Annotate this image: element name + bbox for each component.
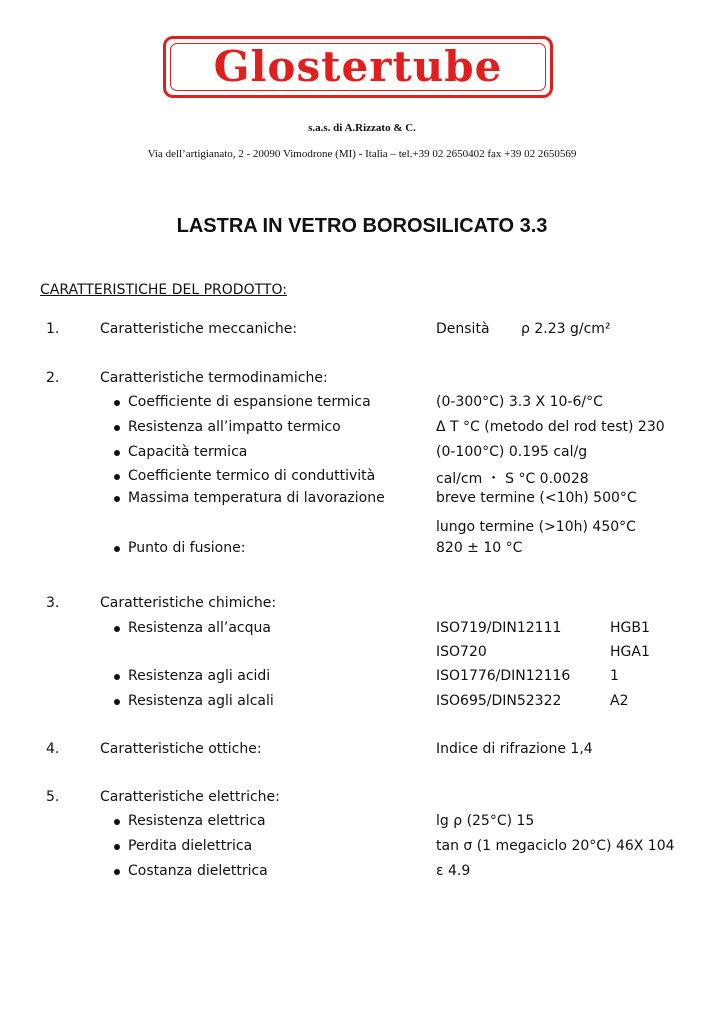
property-label: Coefficiente termico di conduttività — [128, 468, 376, 484]
property-label: Massima temperatura di lavorazione — [128, 490, 385, 506]
property-label: Costanza dielettrica — [128, 863, 268, 879]
bullet-icon — [114, 699, 120, 705]
item-label: Caratteristiche ottiche: — [100, 741, 262, 757]
property-label: Coefficiente di espansione termica — [128, 394, 371, 410]
density-value: ρ 2.23 g/cm² — [521, 321, 611, 337]
property-label: Resistenza agli acidi — [128, 668, 271, 684]
grade-value-extra: HGA1 — [610, 644, 650, 660]
bullet-icon — [114, 425, 120, 431]
grade-value: HGB1 — [610, 620, 650, 636]
company-address: Via dell’artigianato, 2 - 20090 Vimodrone (MI) - Italia – tel.+39 02 2650402 fax +39 02 2650569 — [147, 148, 577, 160]
bullet-icon — [114, 474, 120, 480]
property-value: Δ T °C (metodo del rod test) 230 — [436, 419, 665, 435]
grade-value: A2 — [610, 693, 629, 709]
property-label: Punto di fusione: — [128, 540, 246, 556]
bullet-icon — [114, 674, 120, 680]
property-label: Resistenza agli alcali — [128, 693, 274, 709]
document-title: LASTRA IN VETRO BOROSILICATO 3.3 — [176, 215, 548, 237]
property-value: (0-100°C) 0.195 cal/g — [436, 444, 588, 460]
property-value-extra: lungo termine (>10h) 450°C — [436, 519, 636, 535]
item-label: Caratteristiche chimiche: — [100, 595, 277, 611]
property-value: cal/cm ・ S °C 0.0028 — [436, 471, 589, 487]
property-value: 820 ± 10 °C — [436, 540, 523, 556]
bullet-icon — [114, 626, 120, 632]
company-logo: Glostertube — [213, 42, 503, 91]
bullet-icon — [114, 819, 120, 825]
item-number: 1. — [46, 321, 60, 337]
property-label: Capacità termica — [128, 444, 248, 460]
property-label: Perdita dielettrica — [128, 838, 253, 854]
section-heading: CARATTERISTICHE DEL PRODOTTO: — [40, 282, 287, 298]
item-number: 3. — [46, 595, 60, 611]
item-number: 2. — [46, 370, 60, 386]
bullet-icon — [114, 869, 120, 875]
bullet-icon — [114, 546, 120, 552]
bullet-icon — [114, 400, 120, 406]
property-value: lg ρ (25°C) 15 — [436, 813, 535, 829]
standard-value: ISO695/DIN52322 — [436, 693, 562, 709]
property-value: ε 4.9 — [436, 863, 471, 879]
standard-value: ISO1776/DIN12116 — [436, 668, 571, 684]
standard-value: ISO719/DIN12111 — [436, 620, 562, 636]
bullet-icon — [114, 496, 120, 502]
item-number: 5. — [46, 789, 60, 805]
property-value: (0-300°C) 3.3 X 10-6/°C — [436, 394, 603, 410]
property-label: Resistenza all’impatto termico — [128, 419, 341, 435]
property-label: Resistenza elettrica — [128, 813, 266, 829]
property-value: Indice di rifrazione 1,4 — [436, 741, 593, 757]
property-value: tan σ (1 megaciclo 20°C) 46X 104 — [436, 838, 675, 854]
item-number: 4. — [46, 741, 60, 757]
bullet-icon — [114, 844, 120, 850]
property-value: breve termine (<10h) 500°C — [436, 490, 637, 506]
item-label: Caratteristiche meccaniche: — [100, 321, 298, 337]
company-subtitle: s.a.s. di A.Rizzato & C. — [308, 122, 416, 134]
item-label: Caratteristiche termodinamiche: — [100, 370, 328, 386]
density-label: Densità — [436, 321, 490, 337]
grade-value: 1 — [610, 668, 619, 684]
bullet-icon — [114, 450, 120, 456]
property-label: Resistenza all’acqua — [128, 620, 271, 636]
standard-value-extra: ISO720 — [436, 644, 487, 660]
item-label: Caratteristiche elettriche: — [100, 789, 280, 805]
